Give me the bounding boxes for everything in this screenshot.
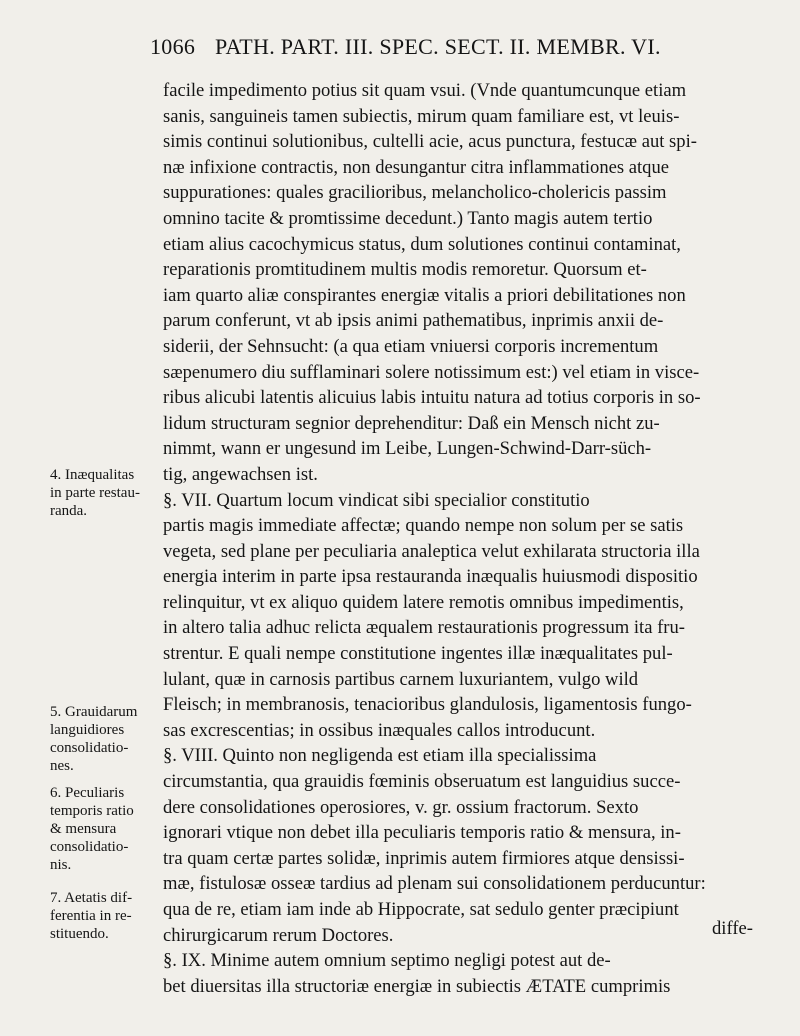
margin-note-line: languidiores — [50, 722, 125, 738]
text-line: energia interim in parte ipsa restauranda inæqualis huiusmodi dispositio — [163, 566, 698, 588]
text-line: suppurationes: quales gracilioribus, melancholico-cholericis passim — [163, 182, 667, 204]
text-line: strentur. E quali nempe constitutione ingentes illæ inæqualitates pul- — [163, 643, 673, 665]
text-line: Fleisch; in membranosis, tenacioribus glandulosis, ligamentosis fungo- — [163, 694, 692, 716]
margin-note — [50, 889, 132, 943]
margin-note-line: ferentia in re- — [50, 908, 132, 924]
margin-note-line: consolidatio- — [50, 740, 129, 756]
text-line: ignorari vtique non debet illa peculiaris temporis ratio & mensura, in- — [163, 822, 681, 844]
margin-note — [50, 703, 137, 775]
text-line: siderii, der Sehnsucht: (a qua etiam vniuersi corporis incrementum — [163, 335, 659, 357]
text-line: iam quarto aliæ conspirantes energiæ vitalis a priori debilitationes non — [163, 284, 686, 306]
text-line: sæpenumero diu sufflaminari solere notissimum est:) vel etiam in visce- — [163, 361, 700, 383]
text-line: facile impedimento potius sit quam vsui. (Vnde quantumcunque etiam — [163, 80, 687, 101]
text-line: simis continui solutionibus, cultelli acie, acus punctura, festucæ aut spi- — [163, 131, 697, 153]
text-line: reparationis promtitudinem multis modis remoretur. Quorsum et- — [163, 259, 647, 281]
margin-note-line: nes. — [50, 758, 74, 774]
text-line: sas excrescentias; in ossibus inæquales callos introducunt. — [163, 719, 596, 741]
text-line: in altero talia adhuc relicta æqualem restaurationis progressum ita fru- — [163, 617, 685, 639]
catchword: diffe- — [712, 918, 753, 939]
margin-note-line: stituendo. — [50, 926, 109, 942]
margin-note-line: randa. — [50, 503, 88, 519]
text-line: nimmt, wann er ungesund im Leibe, Lungen-Schwind-Darr-süch- — [163, 438, 652, 460]
text-line: ribus alicubi latentis alicuius labis intuitu natura ad totius corporis in so- — [163, 387, 701, 409]
text-line: §. VII. Quartum locum vindicat sibi specialior constitutio — [163, 489, 590, 511]
text-line: §. IX. Minime autem omnium septimo negligi potest aut de- — [163, 950, 611, 972]
margin-note-line: & mensura — [50, 821, 117, 837]
text-line: qua de re, etiam iam inde ab Hippocrate, sat sedulo genter præcipiunt — [163, 899, 679, 920]
running-head-title: PATH. PART. III. SPEC. SECT. II. MEMBR. VI. — [215, 34, 661, 59]
text-line: bet diuersitas illa structoriæ energiæ in subiectis ÆTATE cumprimis — [163, 975, 671, 997]
text-line: §. VIII. Quinto non negligenda est etiam illa specialissima — [163, 745, 597, 767]
text-line: circumstantia, qua grauidis fœminis obseruatum est languidius succe- — [163, 771, 681, 793]
text-line: mæ, fistulosæ osseæ tardius ad plenam sui consolidationem perducuntur: — [163, 873, 706, 895]
margin-note-line: 5. Grauidarum — [50, 704, 138, 720]
margin-note-line: 7. Aetatis dif- — [50, 890, 133, 906]
text-line: partis magis immediate affectæ; quando nempe non solum per se satis — [163, 515, 684, 537]
text-line: dere consolidationes operosiores, v. gr. ossium fractorum. Sexto — [163, 796, 639, 818]
text-line: etiam alius cacochymicus status, dum solutiones continui contaminat, — [163, 233, 681, 255]
text-line: tra quam certæ partes solidæ, inprimis autem firmiores atque densissi- — [163, 847, 685, 869]
text-line: lulant, quæ in carnosis partibus carnem luxuriantem, vulgo wild — [163, 668, 639, 690]
text-line: vegeta, sed plane per peculiaria analeptica velut exhilarata structoria illa — [163, 540, 700, 562]
page-number: 1066 — [150, 34, 196, 59]
text-line: lidum structuram segnior deprehenditur: Daß ein Mensch nicht zu- — [163, 412, 660, 434]
margin-note — [50, 784, 134, 874]
body-text — [163, 78, 773, 999]
margin-note-line: 6. Peculiaris — [50, 785, 125, 801]
text-line: tig, angewachsen ist. — [163, 463, 318, 485]
margin-note-line: 4. Inæqualitas — [50, 467, 135, 483]
margin-note — [50, 466, 140, 520]
text-line: omnino tacite & promtissime decedunt.) Tanto magis autem tertio — [163, 207, 653, 229]
margin-note-line: temporis ratio — [50, 803, 134, 819]
margin-note-line: in parte restau- — [50, 485, 140, 501]
margin-note-line: consolidatio- — [50, 839, 129, 855]
text-line: næ infixione contractis, non desungantur citra inflammationes atque — [163, 156, 670, 178]
margin-note-line: nis. — [50, 857, 72, 873]
text-line: sanis, sanguineis tamen subiectis, mirum quam familiare est, vt leuis- — [163, 105, 680, 127]
running-head — [150, 34, 661, 60]
text-line: chirurgicarum rerum Doctores. — [163, 924, 394, 946]
text-line: parum conferunt, vt ab ipsis animi pathematibus, inprimis anxii de- — [163, 310, 664, 332]
text-line: relinquitur, vt ex aliquo quidem latere remotis omnibus impedimentis, — [163, 591, 684, 613]
